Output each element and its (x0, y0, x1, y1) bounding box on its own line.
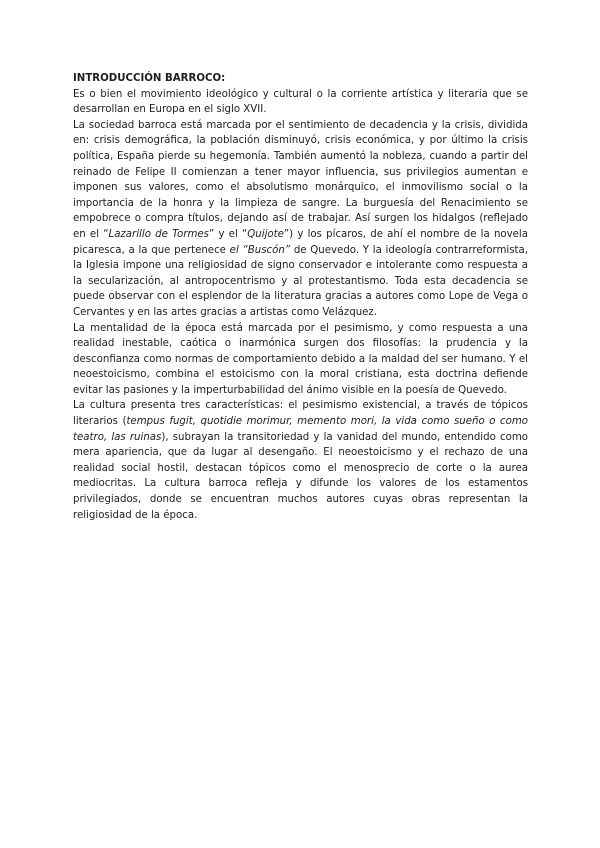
title-lazarillo: Lazarillo de Tormes (108, 228, 209, 240)
paragraph-society (73, 118, 528, 321)
paragraph-society-text-d: de Quevedo. Y la ideología contrarreformista, la Iglesia impone una religiosidad de signo conservador e intolerante como respuesta a la secularización, al antropocentrismo y al protestantismo. Toda esta decadencia se puede observar con el esplendor de la literatura gracias a autores como Lope de Vega o Cervantes y en las artes gracias a artistas como Velázquez. (73, 244, 528, 318)
paragraph-culture (73, 398, 528, 523)
literary-topics: tempus fugit, quotidie morimur, memento mori, la vida como sueño o como teatro, las ruinas (73, 416, 528, 443)
paragraph-society-text-b: ” y el “ (208, 228, 248, 240)
paragraph-society-text-a: La sociedad barroca está marcada por el sentimiento de decadencia y la crisis, dividida en: crisis demográfica, la población disminuyó, crisis económica, y por último la crisis política, España pierde su hegemonía. También aumentó la nobleza, cuando a partir del reinado de Felipe II comienzan a tener mayor influencia, sus privilegios aumentan e imponen sus valores, como el absolutismo monárquico, el inmovilismo social o la importancia de la honra y la limpieza de sangre. La burguesía del Renacimiento se empobrece o compra títulos, dejando así de trabajar. Así surgen los hidalgos (reflejado en el “ (73, 119, 528, 240)
title-buscon: el “Buscón” (229, 244, 291, 256)
document-title: INTRODUCCIÓN BARROCO: (73, 73, 226, 84)
paragraph-mentality: La mentalidad de la época está marcada por el pesimismo, y como respuesta a una realidad inestable, caótica o inarmónica surgen dos filosofías: la prudencia y la desconfianza como normas de comportamiento debido a la maldad del ser humano. Y el neoestoicismo, combina el estoicismo con la moral cristiana, esta doctrina defiende evitar las pasiones y la imperturbabilidad del ánimo visible en la poesía de Quevedo. (73, 322, 528, 396)
title-quijote: Quijote (247, 228, 284, 240)
paragraph-society-text-c: ”) y los pícaros, de ahí el nombre de la novela picaresca, a la que pertenece (73, 228, 528, 256)
paragraph-culture-text-a: La cultura presenta tres características: el pesimismo existencial, a través de tópicos literarios ( (73, 400, 528, 428)
paragraph-culture-text-b: ), subrayan la transitoriedad y la vanidad del mundo, entendido como mera apariencia, que da lugar al desengaño. El neoestoicismo y el rechazo de una realidad social hostil, destacan tópicos como el menosprecio de corte o la aurea mediocritas. La cultura barroca refleja y difunde los valores de los estamentos privilegiados, donde se encuentran muchos autores cuyas obras representan la religiosidad de la época. (73, 431, 528, 521)
paragraph-definition: Es o bien el movimiento ideológico y cultural o la corriente artística y literaria que se desarrollan en Europa en el siglo XVII. (73, 88, 528, 116)
document-page (73, 71, 528, 523)
